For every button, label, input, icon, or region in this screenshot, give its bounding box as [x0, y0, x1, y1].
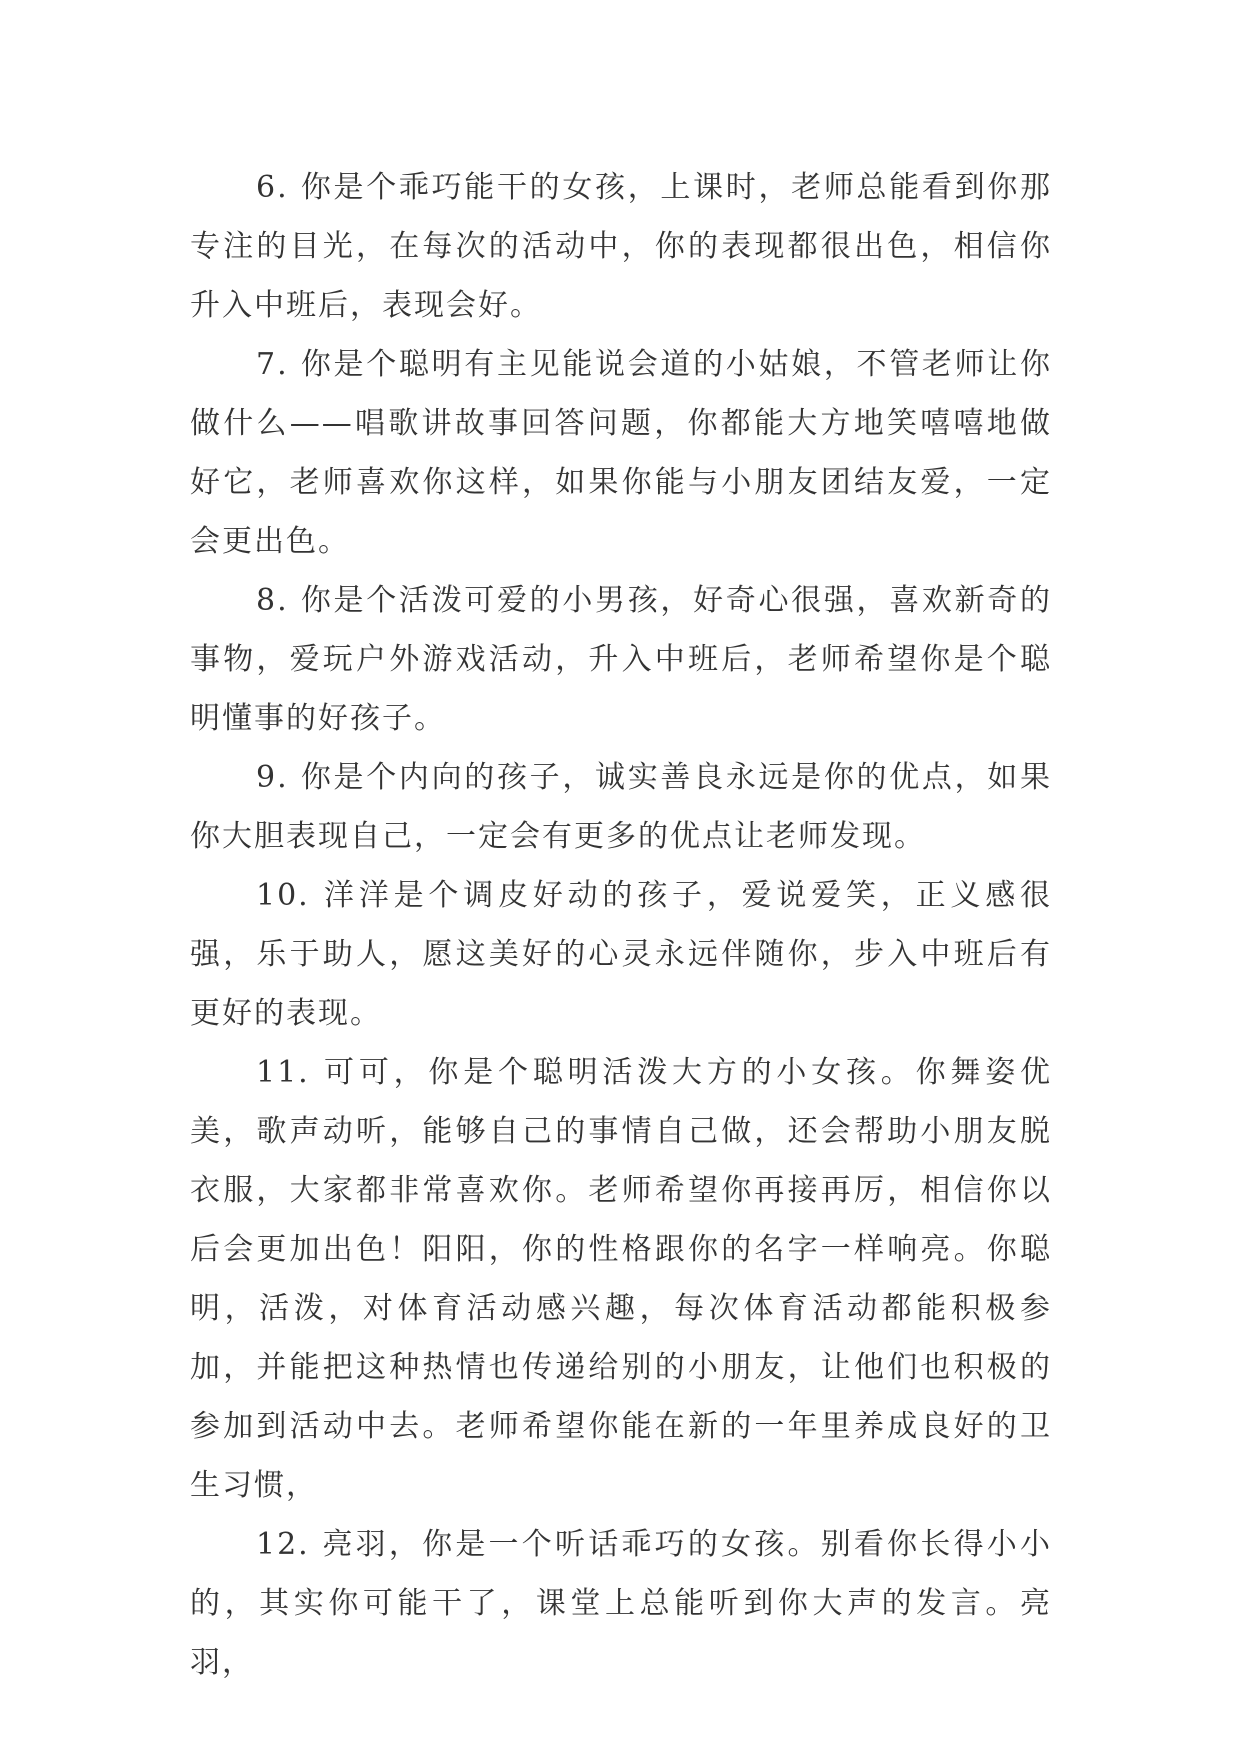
- paragraph-7: 7. 你是个聪明有主见能说会道的小姑娘，不管老师让你做什么——唱歌讲故事回答问题，你都能大方地笑嘻嘻地做好它，老师喜欢你这样，如果你能与小朋友团结友爱，一定会更出色。: [190, 347, 1052, 559]
- paragraph-8: 8. 你是个活泼可爱的小男孩，好奇心很强，喜欢新奇的事物，爱玩户外游戏活动，升入中班后，老师希望你是个聪明懂事的好孩子。: [190, 583, 1052, 736]
- paragraph-9: 9. 你是个内向的孩子，诚实善良永远是你的优点，如果你大胆表现自己，一定会有更多的优点让老师发现。: [190, 760, 1052, 854]
- paragraph-12: 12. 亮羽，你是一个听话乖巧的女孩。别看你长得小小的，其实你可能干了，课堂上总能听到你大声的发言。亮羽，: [190, 1527, 1052, 1680]
- paragraph-6: 6. 你是个乖巧能干的女孩，上课时，老师总能看到你那专注的目光，在每次的活动中，你的表现都很出色，相信你升入中班后，表现会好。: [190, 170, 1052, 323]
- paragraph-10: 10. 洋洋是个调皮好动的孩子，爱说爱笑，正义感很强，乐于助人，愿这美好的心灵永远伴随你，步入中班后有更好的表现。: [190, 878, 1052, 1031]
- document-body: [190, 158, 1052, 1692]
- paragraph-11: 11. 可可，你是个聪明活泼大方的小女孩。你舞姿优美，歌声动听，能够自己的事情自己做，还会帮助小朋友脱衣服，大家都非常喜欢你。老师希望你再接再厉，相信你以后会更加出色！阳阳，你的性格跟你的名字一样响亮。你聪明，活泼，对体育活动感兴趣，每次体育活动都能积极参加，并能把这种热情也传递给别的小朋友，让他们也积极的参加到活动中去。老师希望你能在新的一年里养成良好的卫生习惯，: [190, 1055, 1052, 1503]
